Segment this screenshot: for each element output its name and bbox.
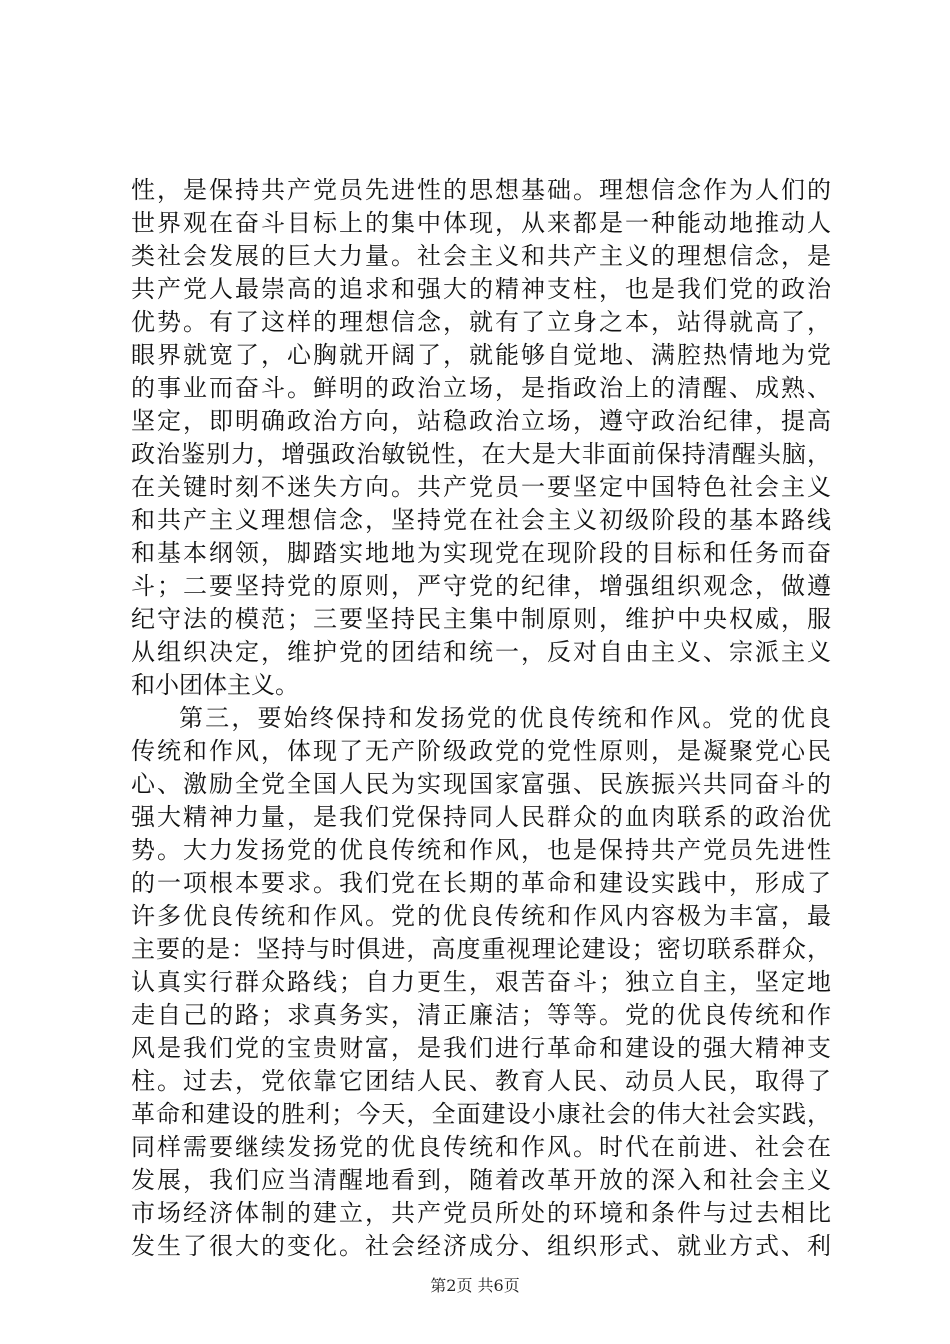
text-line: 世界观在奋斗目标上的集中体现，从来都是一种能动地推动人 [131, 209, 831, 237]
text-line: 强大精神力量，是我们党保持同人民群众的血肉联系的政治优 [131, 803, 831, 831]
text-line: 在关键时刻不迷失方向。共产党员一要坚定中国特色社会主义 [131, 473, 831, 501]
text-line: 市场经济体制的建立，共产党员所处的环境和条件与过去相比 [131, 1199, 831, 1227]
text-line: 共产党人最崇高的追求和强大的精神支柱，也是我们党的政治 [131, 275, 831, 303]
text-line: 传统和作风，体现了无产阶级政党的党性原则，是凝聚党心民 [131, 737, 831, 765]
text-line: 的事业而奋斗。鲜明的政治立场，是指政治上的清醒、成熟、 [131, 374, 831, 402]
text-line: 许多优良传统和作风。党的优良传统和作风内容极为丰富，最 [131, 902, 831, 930]
text-line: 性，是保持共产党员先进性的思想基础。理想信念作为人们的 [131, 176, 831, 204]
text-line: 心、激励全党全国人民为实现国家富强、民族振兴共同奋斗的 [131, 770, 831, 798]
text-line: 类社会发展的巨大力量。社会主义和共产主义的理想信念，是 [131, 242, 831, 270]
text-line: 柱。过去，党依靠它团结人民、教育人民、动员人民，取得了 [131, 1067, 831, 1095]
text-line: 走自己的路；求真务实，清正廉洁；等等。党的优良传统和作 [131, 1001, 831, 1029]
text-line: 势。大力发扬党的优良传统和作风，也是保持共产党员先进性 [131, 836, 831, 864]
text-line: 和小团体主义。 [131, 671, 299, 699]
text-line: 主要的是：坚持与时俱进，高度重视理论建设；密切联系群众， [131, 935, 831, 963]
text-line: 坚定，即明确政治方向，站稳政治立场，遵守政治纪律，提高 [131, 407, 831, 435]
text-line: 和基本纲领，脚踏实地地为实现党在现阶段的目标和任务而奋 [131, 539, 831, 567]
text-line: 和共产主义理想信念，坚持党在社会主义初级阶段的基本路线 [131, 506, 831, 534]
text-line: 认真实行群众路线；自力更生，艰苦奋斗；独立自主，坚定地 [131, 968, 831, 996]
text-line: 革命和建设的胜利；今天，全面建设小康社会的伟大社会实践， [131, 1100, 831, 1128]
body-text [131, 174, 831, 1263]
text-line: 优势。有了这样的理想信念，就有了立身之本，站得就高了， [131, 308, 831, 336]
text-line: 眼界就宽了，心胸就开阔了，就能够自觉地、满腔热情地为党 [131, 341, 831, 369]
text-line: 发展，我们应当清醒地看到，随着改革开放的深入和社会主义 [131, 1166, 831, 1194]
text-line: 风是我们党的宝贵财富，是我们进行革命和建设的强大精神支 [131, 1034, 831, 1062]
page-number-footer: 第2页 共6页 [430, 1276, 520, 1295]
text-line: 政治鉴别力，增强政治敏锐性，在大是大非面前保持清醒头脑， [131, 440, 831, 468]
text-line: 发生了很大的变化。社会经济成分、组织形式、就业方式、利 [131, 1232, 831, 1260]
text-line: 的一项根本要求。我们党在长期的革命和建设实践中，形成了 [131, 869, 831, 897]
text-line: 纪守法的模范；三要坚持民主集中制原则，维护中央权威，服 [131, 605, 831, 633]
text-line: 斗；二要坚持党的原则，严守党的纪律，增强组织观念，做遵 [131, 572, 831, 600]
text-line: 同样需要继续发扬党的优良传统和作风。时代在前进、社会在 [131, 1133, 831, 1161]
text-line: 从组织决定，维护党的团结和统一，反对自由主义、宗派主义 [131, 638, 831, 666]
paragraph-start-line: 第三，要始终保持和发扬党的优良传统和作风。党的优良 [179, 704, 831, 732]
